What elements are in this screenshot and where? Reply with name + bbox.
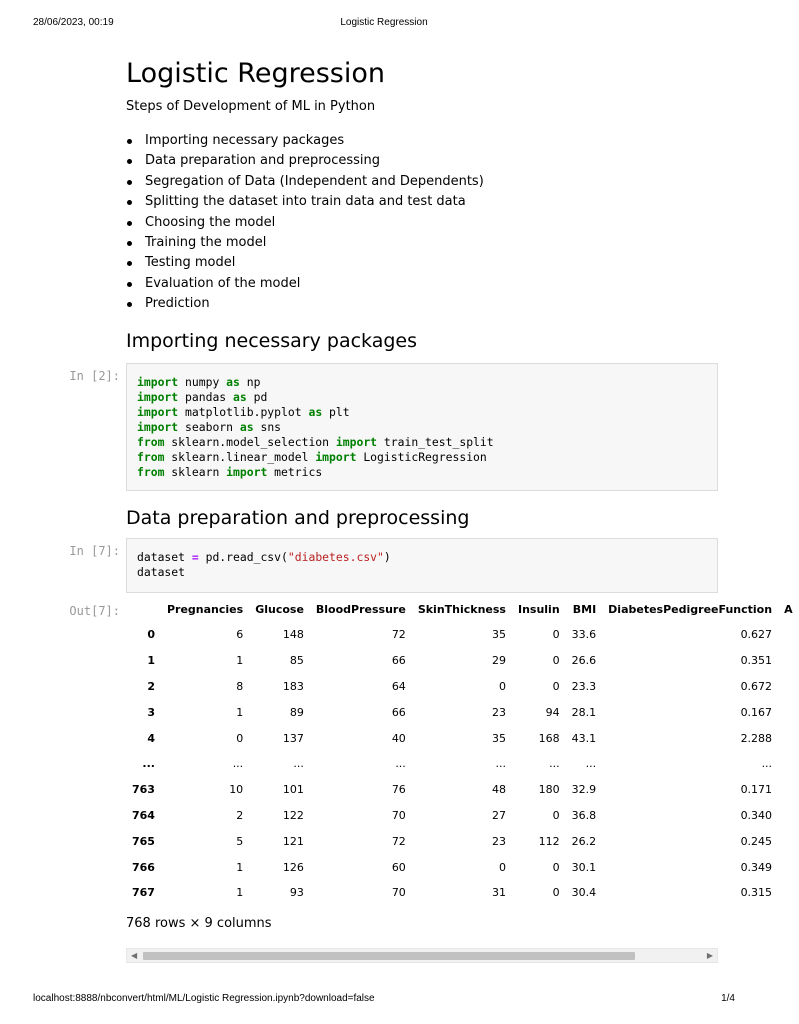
table-cell: 0.349	[740, 860, 773, 874]
print-date: 28/06/2023, 00:19	[33, 17, 114, 28]
table-cell: 5	[236, 834, 244, 848]
table-cell: ...	[395, 757, 406, 771]
print-footer	[33, 993, 735, 1004]
table-cell: ...	[761, 757, 773, 771]
table-cell: 36.8	[571, 808, 597, 822]
step-item: Testing model	[126, 253, 718, 273]
row-index: ...	[142, 757, 155, 771]
dataframe-shape: 768 rows × 9 columns	[126, 916, 272, 931]
table-cell: 0.672	[740, 679, 773, 693]
code-token: as	[233, 390, 247, 404]
table-cell	[778, 648, 799, 674]
code-token: as	[239, 420, 254, 434]
table-cell: 2	[236, 808, 244, 822]
table-cell: 33.6	[571, 628, 597, 642]
table-cell: 66	[391, 705, 406, 719]
table-cell: 64	[391, 679, 406, 693]
code-token: import	[137, 390, 179, 404]
row-index: 766	[132, 860, 155, 874]
table-cell: 148	[282, 628, 304, 642]
step-item: Prediction	[126, 294, 718, 314]
code-token: from	[137, 465, 165, 479]
table-cell: 8	[236, 679, 244, 693]
table-cell	[778, 880, 799, 906]
row-index: 4	[147, 731, 155, 745]
row-index: 3	[147, 705, 155, 719]
table-cell: 0.167	[740, 705, 773, 719]
page-number: 1/4	[721, 993, 735, 1004]
step-item: Choosing the model	[126, 213, 718, 233]
table-cell: 180	[538, 783, 560, 797]
code-token: import	[226, 465, 268, 479]
column-header: SkinThickness	[417, 602, 506, 616]
code-token: seaborn	[178, 420, 240, 434]
table-cell	[778, 725, 799, 751]
table-cell: 183	[282, 679, 304, 693]
code-token: as	[308, 405, 323, 419]
table-row	[126, 880, 799, 906]
table-cell: 43.1	[571, 731, 597, 745]
table-cell: 30.1	[571, 860, 597, 874]
table-cell: 0.315	[740, 886, 773, 900]
column-header: Insulin	[517, 602, 560, 616]
code-token: plt	[322, 405, 350, 419]
table-row	[126, 622, 799, 648]
table-cell	[778, 777, 799, 803]
table-cell: 0	[236, 731, 244, 745]
table-cell: 0	[552, 860, 560, 874]
code-token: from	[137, 435, 165, 449]
step-item: Data preparation and preprocessing	[126, 151, 718, 171]
table-cell: 0.351	[740, 654, 773, 668]
code-token: dataset	[137, 565, 186, 579]
code-line	[137, 435, 707, 450]
column-header: BMI	[572, 602, 597, 616]
code-token: train_test_split	[377, 435, 494, 449]
table-cell	[778, 828, 799, 854]
table-cell: 93	[289, 886, 304, 900]
dataframe-output[interactable]	[126, 596, 793, 906]
section-heading-importing: Importing necessary packages	[126, 330, 417, 352]
table-cell: 126	[282, 860, 304, 874]
table-cell: 23	[491, 705, 506, 719]
table-row	[126, 828, 799, 854]
code-token: numpy	[178, 375, 227, 389]
row-index: 2	[147, 679, 155, 693]
code-line	[137, 465, 707, 480]
code-token: metrics	[267, 465, 323, 479]
table-cell: 35	[491, 731, 506, 745]
cell-input-prompt: In [7]:	[69, 544, 120, 558]
table-cell: 0	[552, 808, 560, 822]
table-cell: 26.6	[571, 654, 597, 668]
table-cell: 28.1	[571, 705, 597, 719]
dataframe-table	[126, 596, 799, 906]
column-header	[126, 596, 161, 622]
table-row	[126, 674, 799, 700]
code-line	[137, 390, 707, 405]
code-token: )	[383, 550, 391, 564]
code-line	[137, 420, 707, 435]
code-token: =	[191, 550, 199, 564]
table-cell: 72	[391, 834, 406, 848]
table-row	[126, 648, 799, 674]
table-cell: 0	[498, 860, 506, 874]
code-token: np	[239, 375, 261, 389]
table-cell	[778, 622, 799, 648]
scrollbar-thumb[interactable]	[143, 952, 635, 960]
table-cell: 94	[545, 705, 560, 719]
table-cell	[778, 854, 799, 880]
code-token: from	[137, 450, 165, 464]
code-token: sklearn.model_selection	[164, 435, 336, 449]
table-cell: 85	[289, 654, 304, 668]
table-cell: 31	[491, 886, 506, 900]
table-cell: 0	[552, 679, 560, 693]
table-cell: 137	[282, 731, 304, 745]
scroll-left-arrow-icon[interactable]: ◀	[131, 951, 138, 960]
table-cell: 60	[391, 860, 406, 874]
print-url: localhost:8888/nbconvert/html/ML/Logistic Regression.ipynb?download=false	[33, 993, 375, 1004]
table-cell	[778, 699, 799, 725]
table-cell: 72	[391, 628, 406, 642]
subtitle: Steps of Development of ML in Python	[126, 99, 376, 114]
code-token: sklearn.linear_model	[164, 450, 316, 464]
table-cell: 48	[491, 783, 506, 797]
table-cell: 0.245	[740, 834, 773, 848]
code-token: sklearn	[164, 465, 227, 479]
section-heading-data-prep: Data preparation and preprocessing	[126, 507, 470, 529]
step-item: Splitting the dataset into train data and test data	[126, 192, 718, 212]
table-cell: 10	[229, 783, 244, 797]
table-cell: 76	[391, 783, 406, 797]
table-cell: 0	[552, 654, 560, 668]
cell-input-prompt: In [2]:	[69, 369, 120, 383]
row-index: 763	[132, 783, 155, 797]
table-cell: 35	[491, 628, 506, 642]
code-token: LogisticRegression	[356, 450, 487, 464]
step-item: Evaluation of the model	[126, 274, 718, 294]
code-token: "diabetes.csv"	[287, 550, 384, 564]
horizontal-scrollbar[interactable]	[126, 948, 718, 963]
table-cell: 1	[236, 886, 244, 900]
table-cell: 121	[282, 834, 304, 848]
code-line	[137, 405, 707, 420]
table-cell	[778, 803, 799, 829]
step-item: Training the model	[126, 233, 718, 253]
table-cell: 70	[391, 808, 406, 822]
code-token: dataset	[137, 550, 192, 564]
table-cell: 70	[391, 886, 406, 900]
code-token: pandas	[178, 390, 234, 404]
table-cell: 112	[538, 834, 560, 848]
code-token: import	[137, 405, 179, 419]
code-line	[137, 550, 707, 565]
code-cell-imports[interactable]	[126, 363, 718, 491]
column-header: DiabetesPedigreeFunction	[608, 602, 773, 616]
table-cell: 27	[491, 808, 506, 822]
table-cell: 66	[391, 654, 406, 668]
table-cell: 23.3	[571, 679, 597, 693]
row-index: 764	[132, 808, 155, 822]
table-cell: ...	[585, 757, 597, 771]
table-cell: 23	[491, 834, 506, 848]
print-title: Logistic Regression	[340, 17, 428, 28]
code-token: import	[137, 375, 179, 389]
code-token: import	[137, 420, 179, 434]
column-header: BloodPressure	[315, 602, 406, 616]
page-title: Logistic Regression	[126, 58, 385, 89]
step-item: Segregation of Data (Independent and Dependents)	[126, 172, 718, 192]
table-cell: 0.627	[740, 628, 773, 642]
table-cell	[778, 751, 799, 777]
table-row	[126, 751, 799, 777]
table-row	[126, 699, 799, 725]
table-cell: ...	[232, 757, 244, 771]
code-token: sns	[253, 420, 282, 434]
table-cell: 29	[491, 654, 506, 668]
code-line	[137, 565, 707, 580]
table-cell: 2.288	[740, 731, 773, 745]
table-row	[126, 725, 799, 751]
code-token: import	[335, 435, 378, 449]
table-cell: 6	[236, 628, 244, 642]
cell-output-prompt: Out[7]:	[69, 604, 120, 618]
table-cell: ...	[293, 757, 304, 771]
code-token: as	[226, 375, 240, 389]
code-token: import	[315, 450, 357, 464]
table-cell: 0.340	[740, 808, 773, 822]
code-token: pd.read_csv(	[198, 550, 288, 564]
table-cell: 40	[391, 731, 406, 745]
code-line	[137, 450, 707, 465]
column-header: Pregnancies	[166, 602, 244, 616]
column-header: Glucose	[255, 602, 304, 616]
table-cell: ...	[549, 757, 560, 771]
table-cell: 30.4	[571, 886, 597, 900]
column-header: A	[784, 602, 793, 616]
row-index: 767	[132, 886, 155, 900]
table-cell: 1	[236, 705, 244, 719]
table-cell: 89	[289, 705, 304, 719]
table-row	[126, 803, 799, 829]
table-row	[126, 854, 799, 880]
table-cell: 101	[282, 783, 304, 797]
code-line	[137, 375, 707, 390]
table-cell: 122	[282, 808, 304, 822]
table-cell	[778, 674, 799, 700]
code-cell-read-csv[interactable]	[126, 538, 718, 593]
scroll-right-arrow-icon[interactable]: ▶	[706, 951, 713, 960]
table-cell: 168	[538, 731, 560, 745]
code-token: pd	[246, 390, 268, 404]
row-index: 1	[147, 654, 155, 668]
table-cell: 0	[498, 679, 506, 693]
table-cell: 26.2	[571, 834, 597, 848]
table-cell: 1	[236, 860, 244, 874]
table-cell: 0.171	[740, 783, 773, 797]
table-cell: 32.9	[571, 783, 597, 797]
table-cell: ...	[495, 757, 506, 771]
table-cell: 0	[552, 886, 560, 900]
table-cell: 0	[552, 628, 560, 642]
step-item: Importing necessary packages	[126, 131, 718, 151]
row-index: 0	[147, 628, 155, 642]
row-index: 765	[132, 834, 155, 848]
table-cell: 1	[236, 654, 244, 668]
code-token: matplotlib.pyplot	[178, 405, 309, 419]
table-row	[126, 777, 799, 803]
